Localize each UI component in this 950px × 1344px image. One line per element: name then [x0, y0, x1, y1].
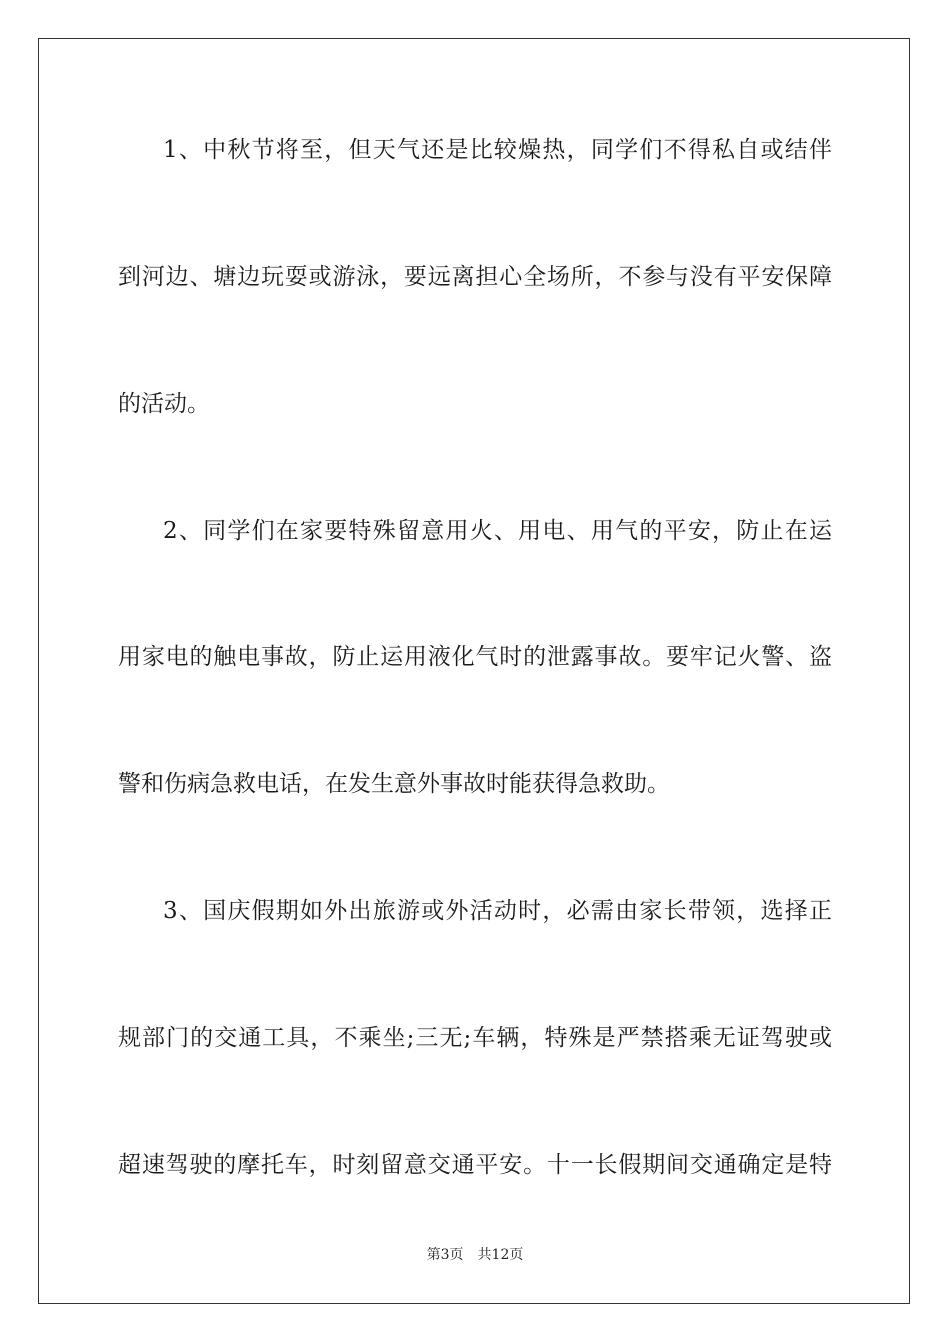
paragraph-2-line-2: 用家电的触电事故，防止运用液化气时的泄露事故。要牢记火警、盗: [118, 644, 832, 670]
paragraph-3-line-3: 超速驾驶的摩托车，时刻留意交通平安。十一长假期间交通确定是特: [118, 1152, 832, 1178]
paragraph-1-line-2: 到河边、塘边玩耍或游泳，要远离担心全场所，不参与没有平安保障: [118, 264, 832, 290]
paragraph-1-line-3: 的活动。: [118, 391, 210, 417]
paragraph-2-line-1: 2、同学们在家要特殊留意用火、用电、用气的平安，防止在运: [163, 518, 832, 544]
page-footer: [0, 1246, 950, 1264]
paragraph-3-line-1: 3、国庆假期如外出旅游或外活动时，必需由家长带领，选择正: [163, 898, 832, 924]
page-number: 第3页: [426, 1247, 464, 1263]
paragraph-1-line-1: 1、中秋节将至，但天气还是比较燥热，同学们不得私自或结伴: [163, 137, 832, 163]
paragraph-2-line-3: 警和伤病急救电话，在发生意外事故时能获得急救助。: [118, 771, 670, 797]
total-pages: 共12页: [477, 1247, 524, 1263]
paragraph-3-line-2: 规部门的交通工具，不乘坐;三无;车辆，特殊是严禁搭乘无证驾驶或: [118, 1025, 832, 1051]
